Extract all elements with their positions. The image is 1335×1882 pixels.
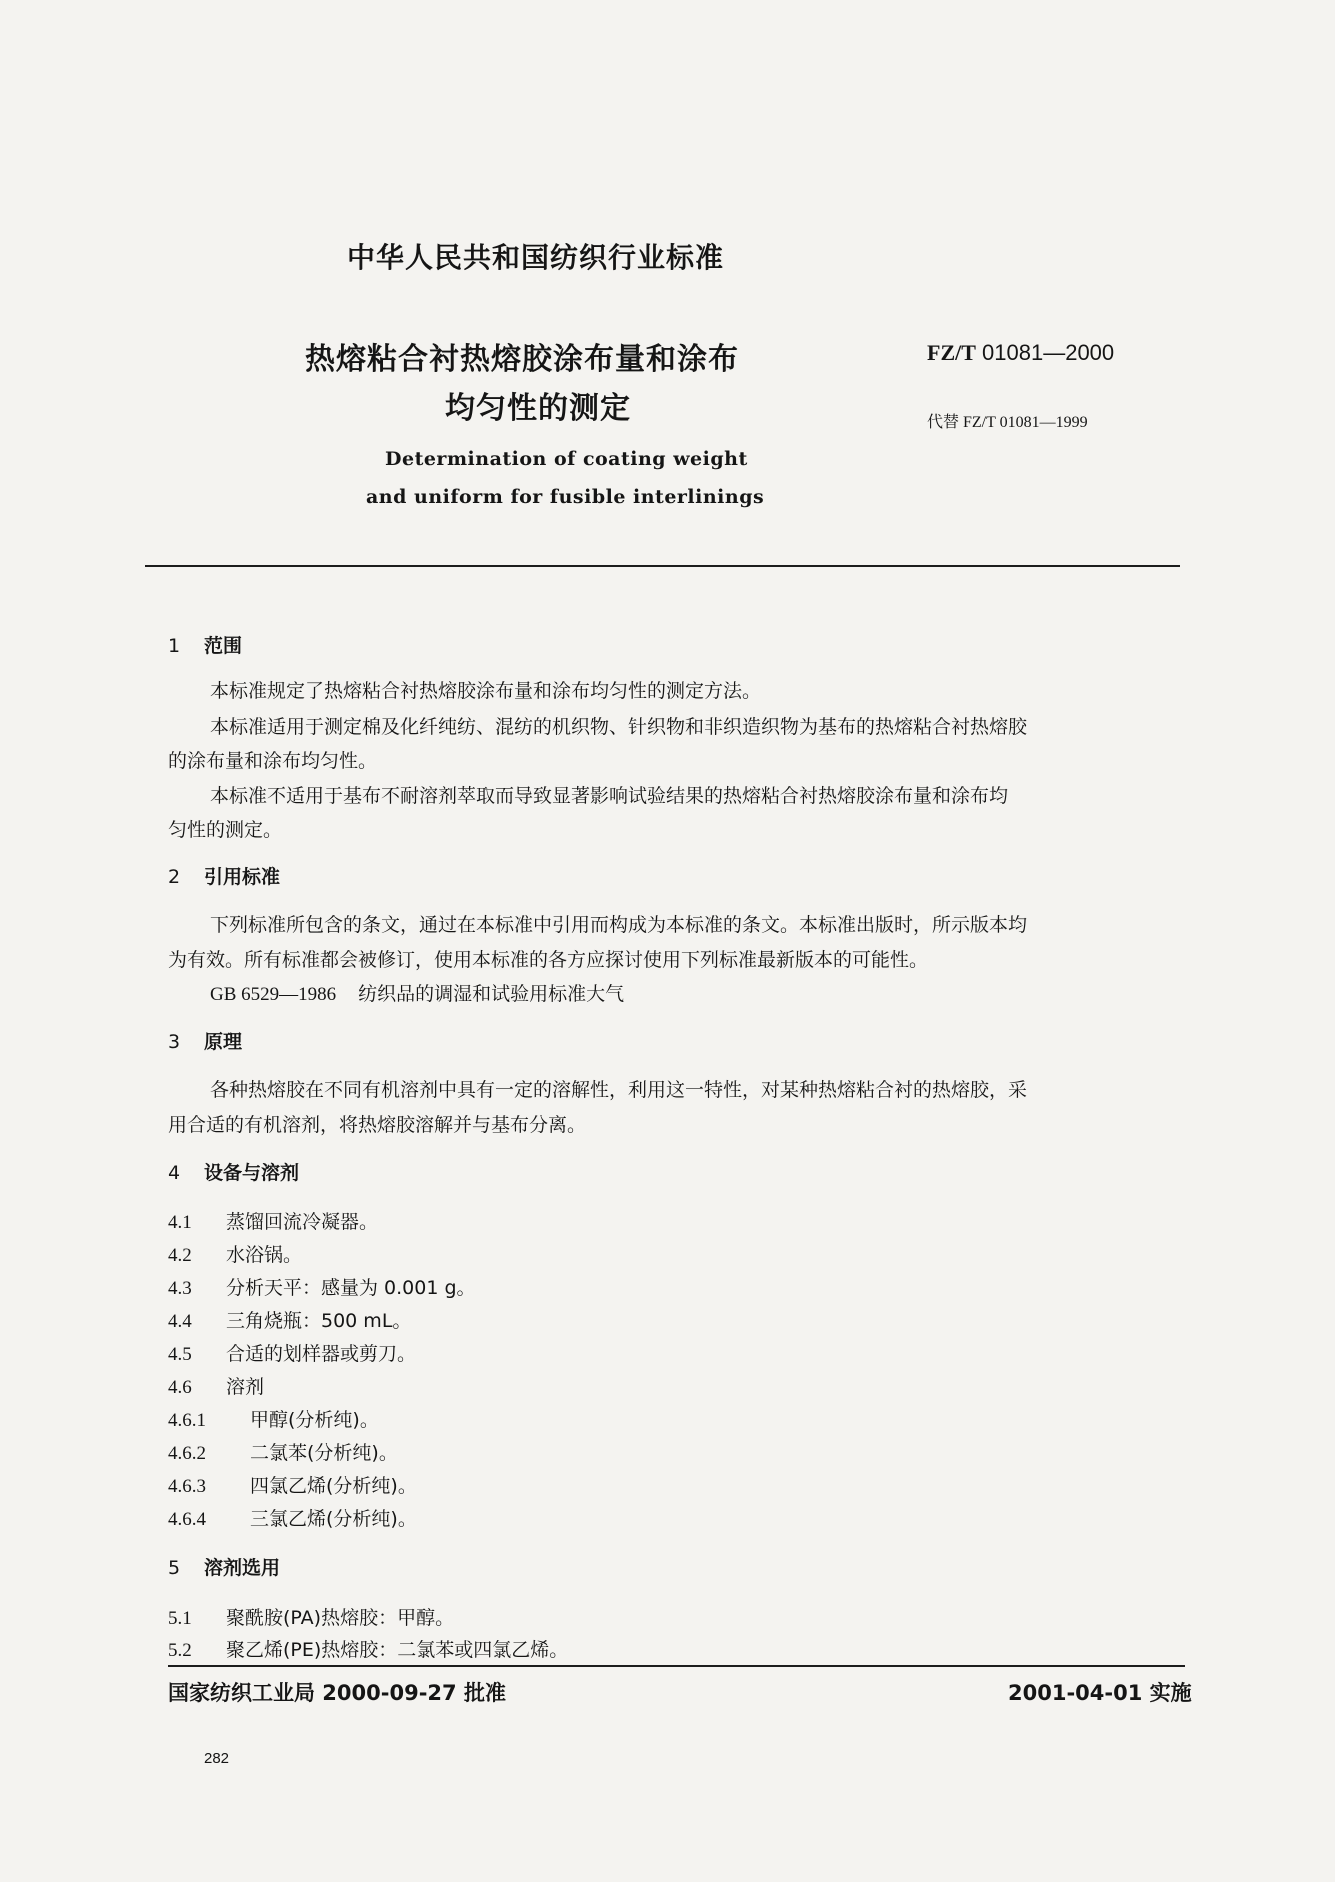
item-text: 三角烧瓶：500 mL。: [226, 1310, 412, 1332]
item-number: 4.6.2: [168, 1443, 206, 1464]
item-number: 4.6: [168, 1377, 192, 1398]
replaces-standard: 代替 FZ/T 01081—1999: [927, 414, 1088, 431]
page-number: 282: [204, 1750, 230, 1767]
section-title: 溶剂选用: [204, 1557, 281, 1579]
section-1-heading: [168, 631, 242, 658]
section-2-paragraph-line-2: 为有效。所有标准都会被修订，使用本标准的各方应探讨使用下列标准最新版本的可能性。: [168, 949, 929, 971]
list-item-4-1: [168, 1207, 378, 1234]
section-number: 3: [168, 1031, 181, 1053]
item-text: 水浴锅。: [226, 1244, 303, 1266]
item-number: 4.2: [168, 1245, 192, 1266]
section-title: 引用标准: [204, 866, 281, 888]
list-item-4-6-1: [168, 1405, 379, 1432]
item-number: 4.4: [168, 1311, 192, 1332]
item-number: 4.6.3: [168, 1476, 206, 1497]
section-5-heading: [168, 1553, 280, 1580]
item-text: 四氯乙烯(分析纯)。: [250, 1475, 417, 1497]
list-item-4-6: [168, 1372, 264, 1399]
header-divider: [145, 565, 1180, 567]
list-item-5-2: [168, 1635, 568, 1662]
list-item-4-2: [168, 1240, 302, 1267]
list-item-4-6-3: [168, 1471, 417, 1498]
item-text: 蒸馏回流冷凝器。: [226, 1211, 379, 1233]
standard-code: [927, 340, 1114, 366]
list-item-5-1: [168, 1603, 454, 1630]
section-1-paragraph-3-line-1: 本标准不适用于基布不耐溶剂萃取而导致显著影响试验结果的热熔粘合衬热熔胶涂布量和涂布均: [210, 785, 1009, 807]
issuing-organization: 中华人民共和国纺织行业标准: [347, 241, 725, 274]
item-number: 4.6.4: [168, 1509, 206, 1530]
item-text: 甲醇(分析纯)。: [250, 1409, 379, 1431]
standard-code-prefix: FZ/T: [927, 340, 976, 365]
item-text: 分析天平：感量为 0.001 g。: [226, 1277, 476, 1299]
item-text: 二氯苯(分析纯)。: [250, 1442, 398, 1464]
section-4-heading: [168, 1158, 299, 1185]
normative-reference: [210, 979, 624, 1006]
section-number: 2: [168, 866, 181, 888]
item-number: 4.3: [168, 1278, 192, 1299]
item-number: 5.2: [168, 1640, 192, 1661]
english-title-line-1: Determination of coating weight: [385, 448, 748, 470]
section-number: 5: [168, 1557, 181, 1579]
section-1-paragraph-2-line-1: 本标准适用于测定棉及化纤纯纺、混纺的机织物、针织物和非织造织物为基布的热熔粘合衬热熔胶: [210, 716, 1028, 738]
item-text: 聚乙烯(PE)热熔胶：二氯苯或四氯乙烯。: [226, 1639, 569, 1661]
item-number: 4.5: [168, 1344, 192, 1365]
section-3-paragraph-line-2: 用合适的有机溶剂，将热熔胶溶解并与基布分离。: [168, 1114, 587, 1136]
list-item-4-4: [168, 1306, 411, 1333]
item-number: 5.1: [168, 1608, 192, 1629]
item-text: 溶剂: [226, 1376, 265, 1398]
standard-title-line-2: 均匀性的测定: [445, 391, 631, 426]
section-3-heading: [168, 1027, 242, 1054]
list-item-4-6-2: [168, 1438, 398, 1465]
section-title: 范围: [204, 635, 243, 657]
item-number: 4.6.1: [168, 1410, 206, 1431]
item-text: 三氯乙烯(分析纯)。: [250, 1508, 417, 1530]
list-item-4-6-4: [168, 1504, 417, 1531]
item-text: 聚酰胺(PA)热熔胶：甲醇。: [226, 1607, 455, 1629]
list-item-4-5: [168, 1339, 416, 1366]
list-item-4-3: [168, 1273, 476, 1300]
section-2-paragraph-line-1: 下列标准所包含的条文，通过在本标准中引用而构成为本标准的条文。本标准出版时，所示版本均: [210, 914, 1028, 936]
reference-title: 纺织品的调湿和试验用标准大气: [358, 983, 625, 1005]
section-title: 设备与溶剂: [204, 1162, 300, 1184]
section-3-paragraph-line-1: 各种热熔胶在不同有机溶剂中具有一定的溶解性，利用这一特性，对某种热熔粘合衬的热熔胶，采: [210, 1079, 1028, 1101]
english-title-line-2: and uniform for fusible interlinings: [366, 486, 765, 508]
approval-info: 国家纺织工业局 2000-09-27 批准: [168, 1681, 506, 1705]
standard-code-number: 01081—2000: [982, 340, 1115, 365]
section-number: 1: [168, 635, 181, 657]
section-1-paragraph-1: 本标准规定了热熔粘合衬热熔胶涂布量和涂布均匀性的测定方法。: [210, 680, 762, 702]
item-number: 4.1: [168, 1212, 192, 1233]
footer-divider: [168, 1665, 1185, 1667]
reference-code: GB 6529—1986: [210, 984, 337, 1005]
section-title: 原理: [204, 1031, 243, 1053]
section-1-paragraph-2-line-2: 的涂布量和涂布均匀性。: [168, 750, 378, 772]
section-2-heading: [168, 862, 280, 889]
section-1-paragraph-3-line-2: 匀性的测定。: [168, 819, 283, 841]
standard-title-line-1: 热熔粘合衬热熔胶涂布量和涂布: [305, 342, 739, 377]
section-number: 4: [168, 1162, 181, 1184]
effective-date: 2001-04-01 实施: [1008, 1681, 1192, 1705]
item-text: 合适的划样器或剪刀。: [226, 1343, 417, 1365]
